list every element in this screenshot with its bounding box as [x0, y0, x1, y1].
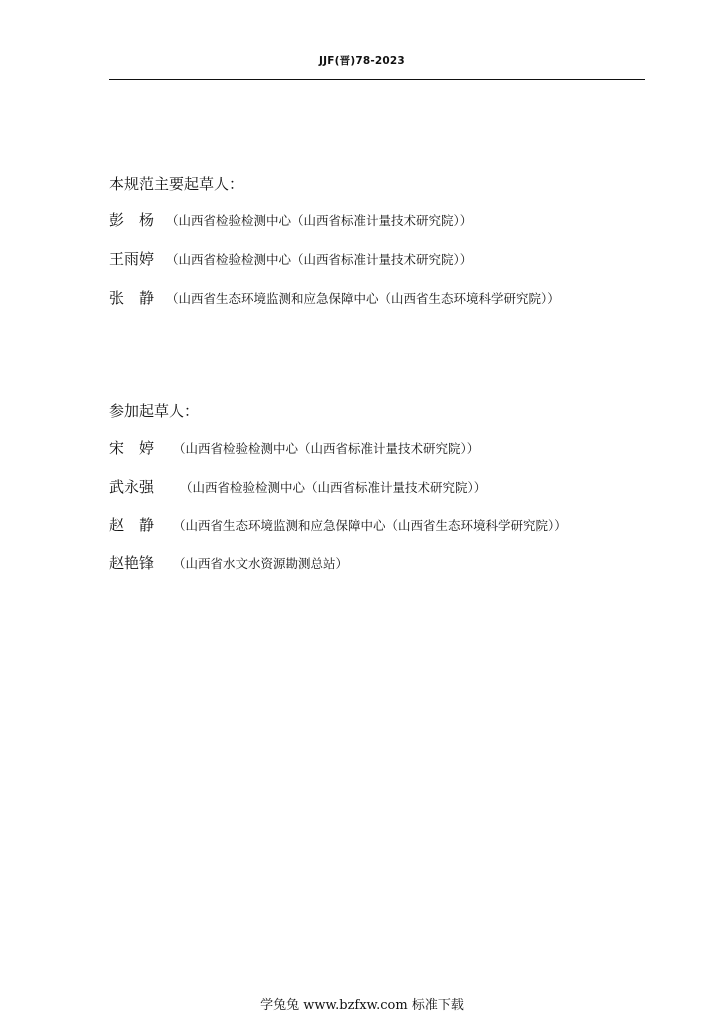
page-header-code: JJF(晋)78-2023 [319, 55, 405, 67]
footer-watermark-link[interactable]: 学兔兔 www.bzfxw.com 标准下载 [260, 998, 464, 1013]
drafter-organization: （山西省水文水资源勘测总站） [173, 556, 349, 571]
drafter-organization: （山西省检验检测中心（山西省标准计量技术研究院）） [166, 213, 473, 228]
main-drafters-title: 本规范主要起草人： [109, 175, 245, 193]
drafter-name: 彭 杨 [109, 211, 155, 229]
drafter-name: 张 静 [109, 289, 155, 307]
drafter-organization: （山西省检验检测中心（山西省标准计量技术研究院）） [166, 252, 473, 267]
drafter-name: 赵艳锋 [109, 554, 155, 572]
header-divider [109, 79, 645, 80]
drafter-organization: （山西省生态环境监测和应急保障中心（山西省生态环境科学研究院）） [173, 518, 567, 533]
drafter-name: 王雨婷 [109, 250, 155, 268]
participating-drafters-title: 参加起草人： [109, 402, 200, 420]
drafter-name: 武永强 [109, 478, 155, 496]
drafter-organization: （山西省生态环境监测和应急保障中心（山西省生态环境科学研究院）） [166, 291, 560, 306]
drafter-organization: （山西省检验检测中心（山西省标准计量技术研究院）） [180, 480, 487, 495]
drafter-name: 赵 静 [109, 516, 155, 534]
drafter-organization: （山西省检验检测中心（山西省标准计量技术研究院）） [173, 441, 480, 456]
drafter-name: 宋 婷 [109, 439, 155, 457]
